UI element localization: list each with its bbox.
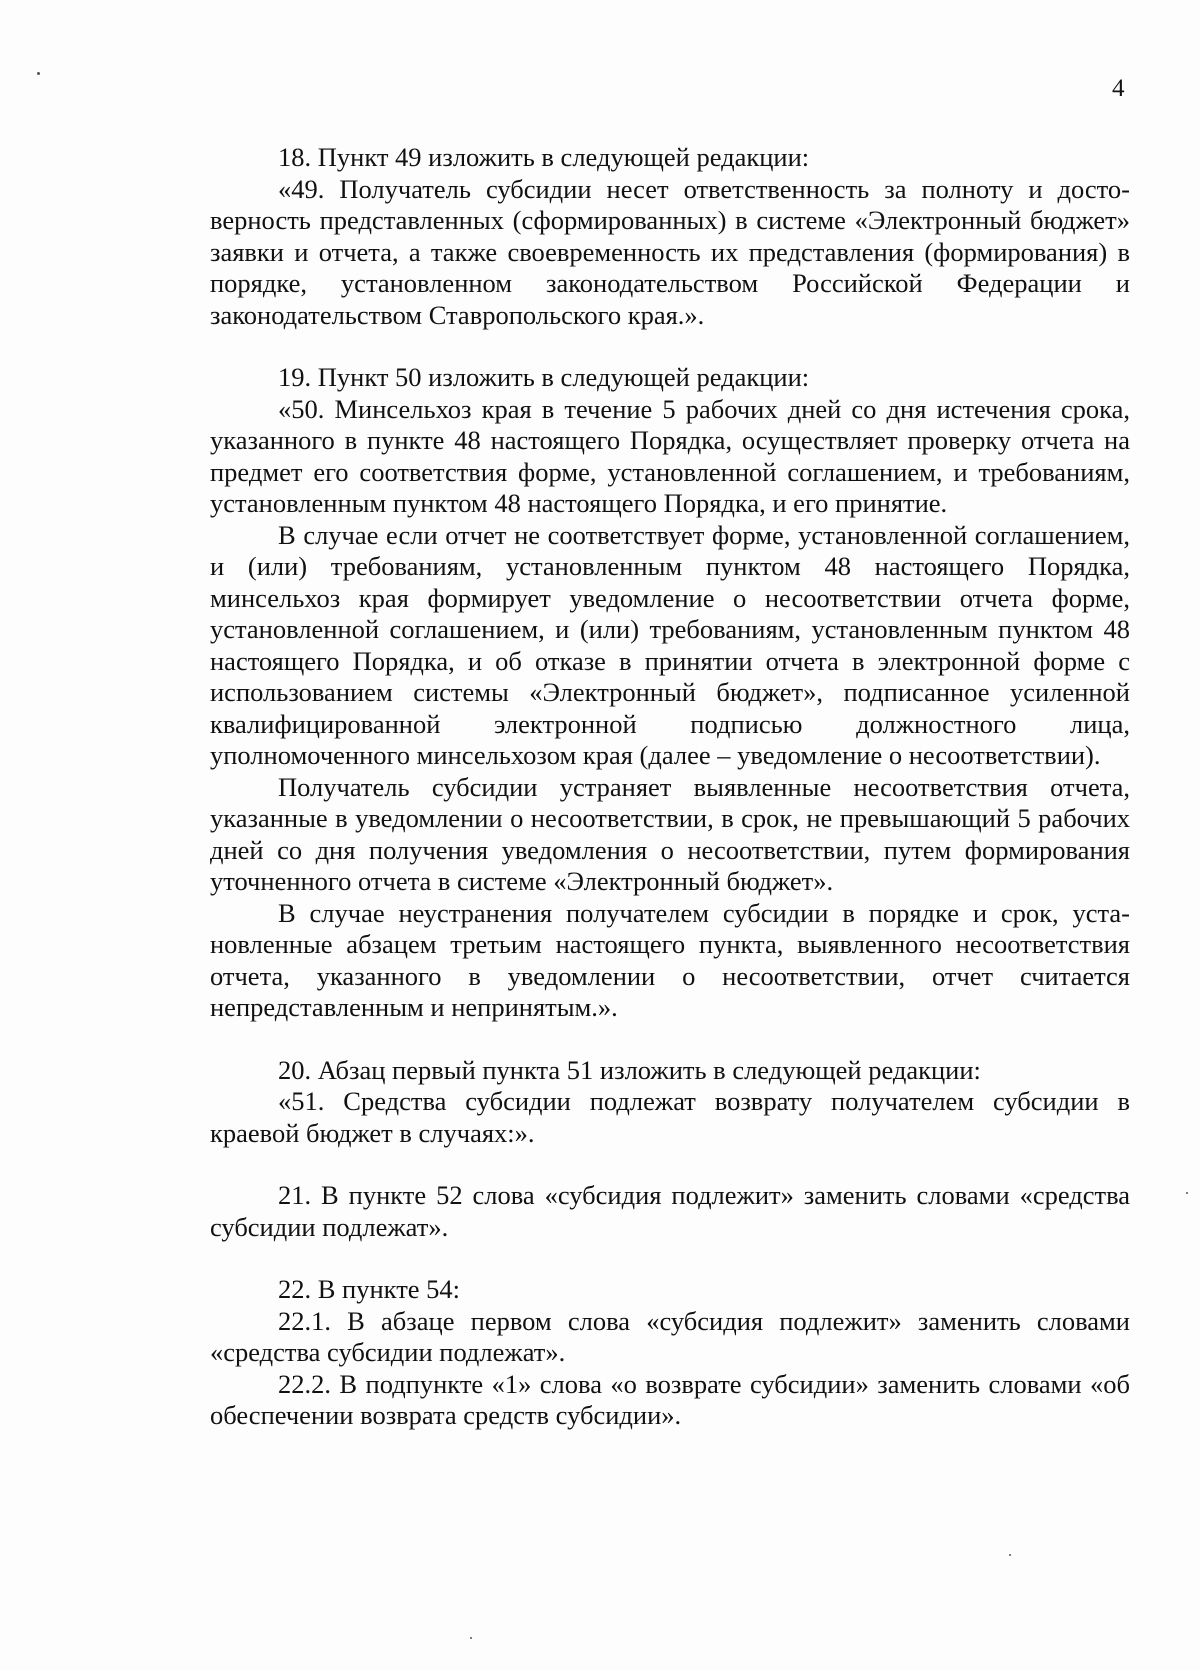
scan-speck	[1186, 1192, 1188, 1194]
paragraph-item-20-heading: 20. Абзац первый пункта 51 изложить в следующей редакции:	[278, 1054, 981, 1085]
paragraph-item-22-2-text: 22.2. В подпункте «1» слова «о возврате субсидии» заменить словами «об обеспечении возврата средств субсидии».	[210, 1368, 1130, 1430]
paragraph-item-50-nonconformity: В случае если отчет не соответствует форме, установленной соглашением, и (или) требованиям, установленным пунктом 48 настоящего Порядка, минсельхоз края формирует уведомление о несоответствии отчета форме, установленной соглашением, и (или) требованиям, установленным пунктом 48 настоящего Порядка, и об отказе в принятии отчета в электронной форме с использованием системы «Электронный бюджет», подписанное усиленной квалифицированной электронной подписью должностного лица, уполномоченного минсельхозом края (далее – уведомление о несоответствии).	[210, 519, 1130, 770]
scan-speck	[470, 1637, 472, 1639]
paragraph-item-21-text: 21. В пункте 52 слова «субсидия подлежит» заменить словами «средства субсидии подлежат».	[210, 1180, 1130, 1242]
scan-speck	[37, 72, 40, 75]
paragraph-item-22-1-text: 22.1. В абзаце первом слова «субсидия подлежит» заменить словами «средства субсидии подлежат».	[210, 1305, 1130, 1367]
paragraph-item-19-heading: 19. Пункт 50 изложить в следующей редакции:	[278, 362, 810, 392]
paragraph-item-49-text: «49. Получатель субсидии несет ответственность за полноту и достоверность представленных (сформированных) в системе «Электронный бюджет» заявки и отчета, а также своевременность их представления (формирования) в порядке, установленном законодательством Российской Федерации и законодательством Ставропольского края.».	[210, 173, 1130, 330]
paragraph-item-18-heading: 18. Пункт 49 изложить в следующей редакции:	[278, 142, 810, 172]
paragraph-item-50-not-accepted: В случае неустранения получателем субсидии в порядке и срок, установленные абзацем третьим настоящего пункта, выявленного несоответствия отчета, указанного в уведомлении о несоответствии, отчет считается непредставленным и непринятым.».	[210, 897, 1130, 1022]
page-number: 4	[1112, 75, 1125, 102]
scan-speck	[1009, 1554, 1011, 1556]
paragraph-item-50-correction: Получатель субсидии устраняет выявленные несоответствия отчета, указанные в уведомлении о несоответствии, в срок, не превышающий 5 рабочих дней со дня получения уведомления о несоответствии, путем формирования уточненного отчета в системе «Электронный бюджет».	[210, 771, 1130, 896]
paragraph-item-51-text: «51. Средства субсидии подлежат возврату получателем субсидии в краевой бюджет в случаях:».	[210, 1086, 1130, 1148]
document-body	[210, 142, 1130, 1432]
paragraph-item-22-heading: 22. В пункте 54:	[278, 1274, 461, 1304]
paragraph-item-50-text: «50. Минсельхоз края в течение 5 рабочих дней со дня истечения срока, указанного в пункте 48 настоящего Порядка, осуществляет проверку отчета на предмет его соответствия форме, установленной соглашением, и требованиям, установленным пунктом 48 настоящего Порядка, и его принятие.	[210, 393, 1130, 518]
